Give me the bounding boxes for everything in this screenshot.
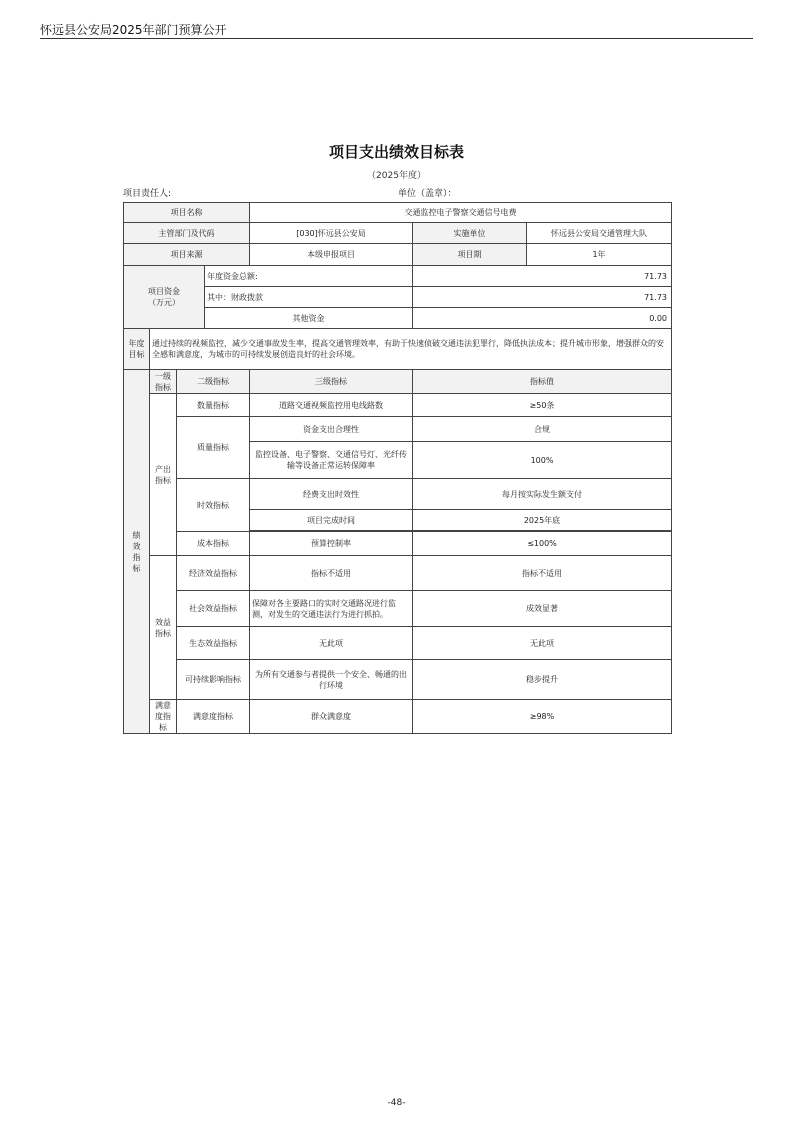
social-l3: 保障对各主要路口的实时交通路况进行监测，对发生的交通违法行为进行抓拍。 (250, 591, 413, 627)
quantity-value: ≥50条 (413, 394, 672, 417)
quantity-l3: 道路交通视频监控用电线路数 (250, 394, 413, 417)
period-label: 项目期 (413, 244, 527, 266)
period-value: 1年 (527, 244, 672, 266)
annual-goal-text: 通过持续的视频监控，减少交通事故发生率，提高交通管理效率，有助于快速侦破交通违法犯罪行，降低执法成本；提升城市形象，增强群众的安全感和满意度，为城市的可持续发展创造良好的社会环境。 (150, 329, 672, 370)
project-name-label: 项目名称 (124, 203, 250, 223)
quality-value-2: 100% (413, 442, 672, 479)
col-value-header: 指标值 (413, 370, 672, 394)
performance-table (123, 202, 672, 734)
project-responsible-label: 项目责任人: (123, 189, 172, 199)
satisfaction-l2: 满意度指标 (177, 700, 250, 734)
document-title: 项目支出绩效目标表 (328, 143, 464, 161)
source-label: 项目来源 (124, 244, 250, 266)
col-level3-header: 三级指标 (250, 370, 413, 394)
header-divider (40, 38, 753, 39)
cost-value: ≤100% (413, 532, 672, 556)
benefit-indicators-label: 效益 指标 (150, 556, 177, 700)
cost-l3: 预算控制率 (250, 532, 413, 556)
quality-l3-2: 监控设备、电子警察、交通信号灯、光纤传输等设备正常运转保障率 (250, 442, 413, 479)
ecological-value: 无此项 (413, 627, 672, 660)
timeliness-l2: 时效指标 (177, 479, 250, 532)
page-number: -48- (387, 1098, 406, 1108)
economic-value: 指标不适用 (413, 556, 672, 591)
timeliness-l3-2: 项目完成时间 (250, 510, 413, 531)
funds-total-value: 71.73 (413, 266, 672, 287)
economic-l2: 经济效益指标 (177, 556, 250, 591)
impl-unit-value: 怀远县公安局交通管理大队 (527, 223, 672, 244)
perf-indicators-label: 绩 效 指 标 (124, 370, 150, 734)
project-name-value: 交通监控电子警察交通信号电费 (250, 203, 672, 223)
document-year: （2025年度） (367, 171, 426, 181)
funds-other-value: 0.00 (413, 308, 672, 329)
annual-goal-label: 年度 目标 (124, 329, 150, 370)
quantity-l2: 数量指标 (177, 394, 250, 417)
funds-fiscal-value: 71.73 (413, 287, 672, 308)
impl-unit-label: 实施单位 (413, 223, 527, 244)
social-value: 成效显著 (413, 591, 672, 627)
satisfaction-l3: 群众满意度 (250, 700, 413, 734)
page-header-title: 怀远县公安局2025年部门预算公开 (40, 23, 227, 37)
timeliness-value-1: 每月按实际发生额支付 (413, 479, 672, 510)
dept-label: 主管部门及代码 (124, 223, 250, 244)
quality-value-1: 合规 (413, 417, 672, 442)
funds-label: 项目资金 （万元） (124, 266, 205, 329)
ecological-l3: 无此项 (250, 627, 413, 660)
output-indicators-label: 产出 指标 (150, 394, 177, 556)
dept-value: [030]怀远县公安局 (250, 223, 413, 244)
satisfaction-indicators-label: 满意 度指 标 (150, 700, 177, 734)
sustainable-l3: 为所有交通参与者提供一个安全、畅通的出行环境 (250, 660, 413, 700)
ecological-l2: 生态效益指标 (177, 627, 250, 660)
timeliness-value-2: 2025年底 (413, 510, 672, 531)
quality-l3-1: 资金支出合理性 (250, 417, 413, 442)
sustainable-value: 稳步提升 (413, 660, 672, 700)
funds-fiscal-label: 其中：财政拨款 (205, 287, 413, 308)
quality-l2: 质量指标 (177, 417, 250, 479)
funds-total-label: 年度资金总额: (205, 266, 413, 287)
sustainable-l2: 可持续影响指标 (177, 660, 250, 700)
col-level1-header: 一级 指标 (150, 370, 177, 394)
source-value: 本级申报项目 (250, 244, 413, 266)
cost-l2: 成本指标 (177, 532, 250, 556)
unit-stamp-label: 单位（盖章）： (398, 189, 457, 199)
social-l2: 社会效益指标 (177, 591, 250, 627)
col-level2-header: 二级指标 (177, 370, 250, 394)
economic-l3: 指标不适用 (250, 556, 413, 591)
timeliness-l3-1: 经费支出时效性 (250, 479, 413, 510)
satisfaction-value: ≥98% (413, 700, 672, 734)
funds-other-label: 其他资金 (205, 308, 413, 329)
